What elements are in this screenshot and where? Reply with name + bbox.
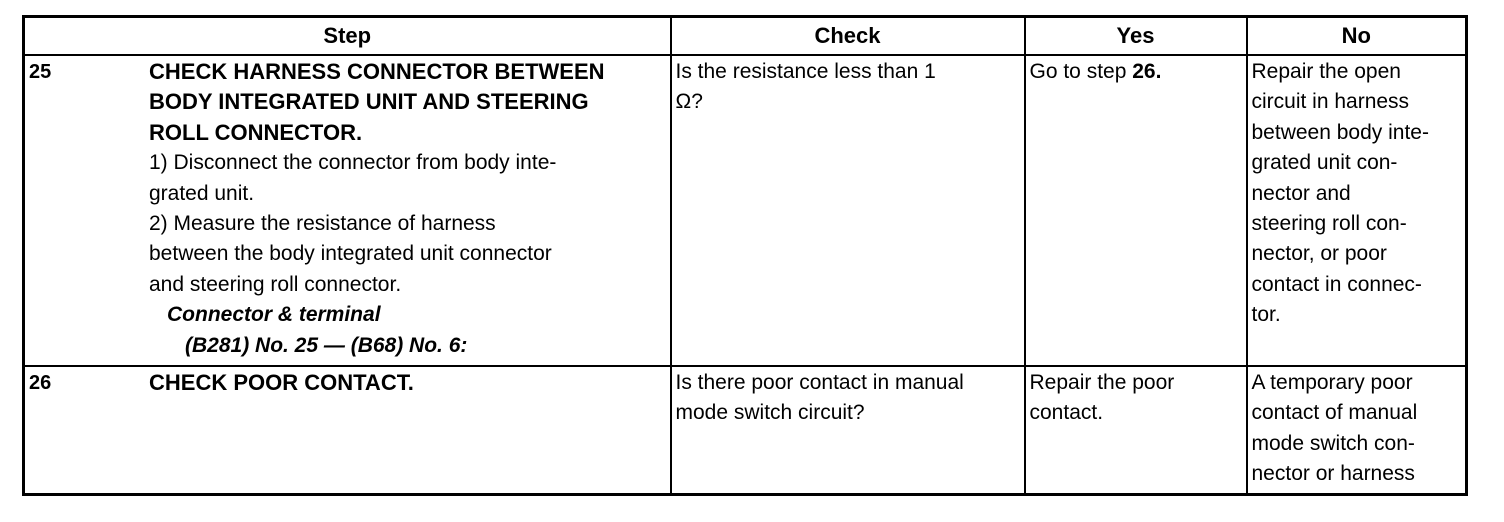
header-row — [24, 17, 1467, 56]
no-line: between body inte- — [1251, 120, 1429, 144]
step-instruction-line: 1) Disconnect the connector from body inte- — [149, 151, 557, 175]
no-line: steering roll con- — [1251, 212, 1407, 236]
no-line: Repair the open — [1251, 60, 1401, 83]
no-line: circuit in harness — [1251, 90, 1410, 114]
yes-step-ref: 26. — [1132, 60, 1162, 83]
yes-cell-26 — [1025, 366, 1247, 494]
check-line: Is the resistance less than 1 — [675, 60, 936, 83]
check-line: Is there poor contact in manual — [675, 371, 964, 395]
step-title-line: CHECK HARNESS CONNECTOR BETWEEN — [149, 59, 605, 84]
step-number: 25 — [29, 61, 52, 83]
header-no: No — [1247, 17, 1467, 56]
check-line: mode switch circuit? — [675, 401, 865, 425]
header-yes: Yes — [1025, 17, 1247, 56]
no-line: contact in connec- — [1251, 272, 1422, 296]
step-title-line: CHECK POOR CONTACT. — [149, 370, 414, 396]
no-line: A temporary poor — [1251, 371, 1413, 395]
no-cell-25 — [1247, 55, 1467, 366]
diagnostic-table-container — [22, 15, 1465, 497]
step-number: 26 — [29, 372, 52, 395]
diagnostic-table — [22, 15, 1468, 496]
step-title-line: ROLL CONNECTOR. — [149, 119, 363, 145]
step-instruction-line: between the body integrated unit connector — [149, 242, 552, 266]
step-cell-26 — [24, 366, 671, 494]
no-line: mode switch con- — [1251, 431, 1415, 455]
table-row — [24, 366, 1467, 494]
no-line: tor. — [1251, 303, 1281, 327]
yes-cell-25 — [1025, 55, 1247, 366]
yes-line: contact. — [1029, 401, 1104, 425]
no-line: contact of manual — [1251, 401, 1418, 425]
step-cell-25 — [24, 55, 671, 366]
header-check: Check — [671, 17, 1025, 56]
header-step: Step — [24, 17, 671, 56]
no-cell-26 — [1247, 366, 1467, 494]
check-line: Ω? — [675, 90, 703, 114]
table-row — [24, 55, 1467, 366]
no-line: nector, or poor — [1251, 242, 1387, 266]
check-cell-25 — [671, 55, 1025, 366]
step-instruction-line: grated unit. — [149, 181, 255, 205]
step-title-line: BODY INTEGRATED UNIT AND STEERING — [149, 89, 589, 115]
step-instruction-line: 2) Measure the resistance of harness — [149, 212, 496, 236]
spec-value: (B281) No. 25 — (B68) No. 6: — [185, 333, 468, 357]
spec-label: Connector & terminal — [167, 303, 381, 327]
no-line: grated unit con- — [1251, 151, 1398, 175]
step-instruction-line: and steering roll connector. — [149, 272, 402, 296]
check-cell-26 — [671, 366, 1025, 494]
yes-text: Go to step — [1029, 60, 1133, 83]
yes-line: Repair the poor — [1029, 371, 1175, 395]
no-line: nector or harness — [1251, 462, 1415, 486]
no-line: nector and — [1251, 181, 1351, 205]
